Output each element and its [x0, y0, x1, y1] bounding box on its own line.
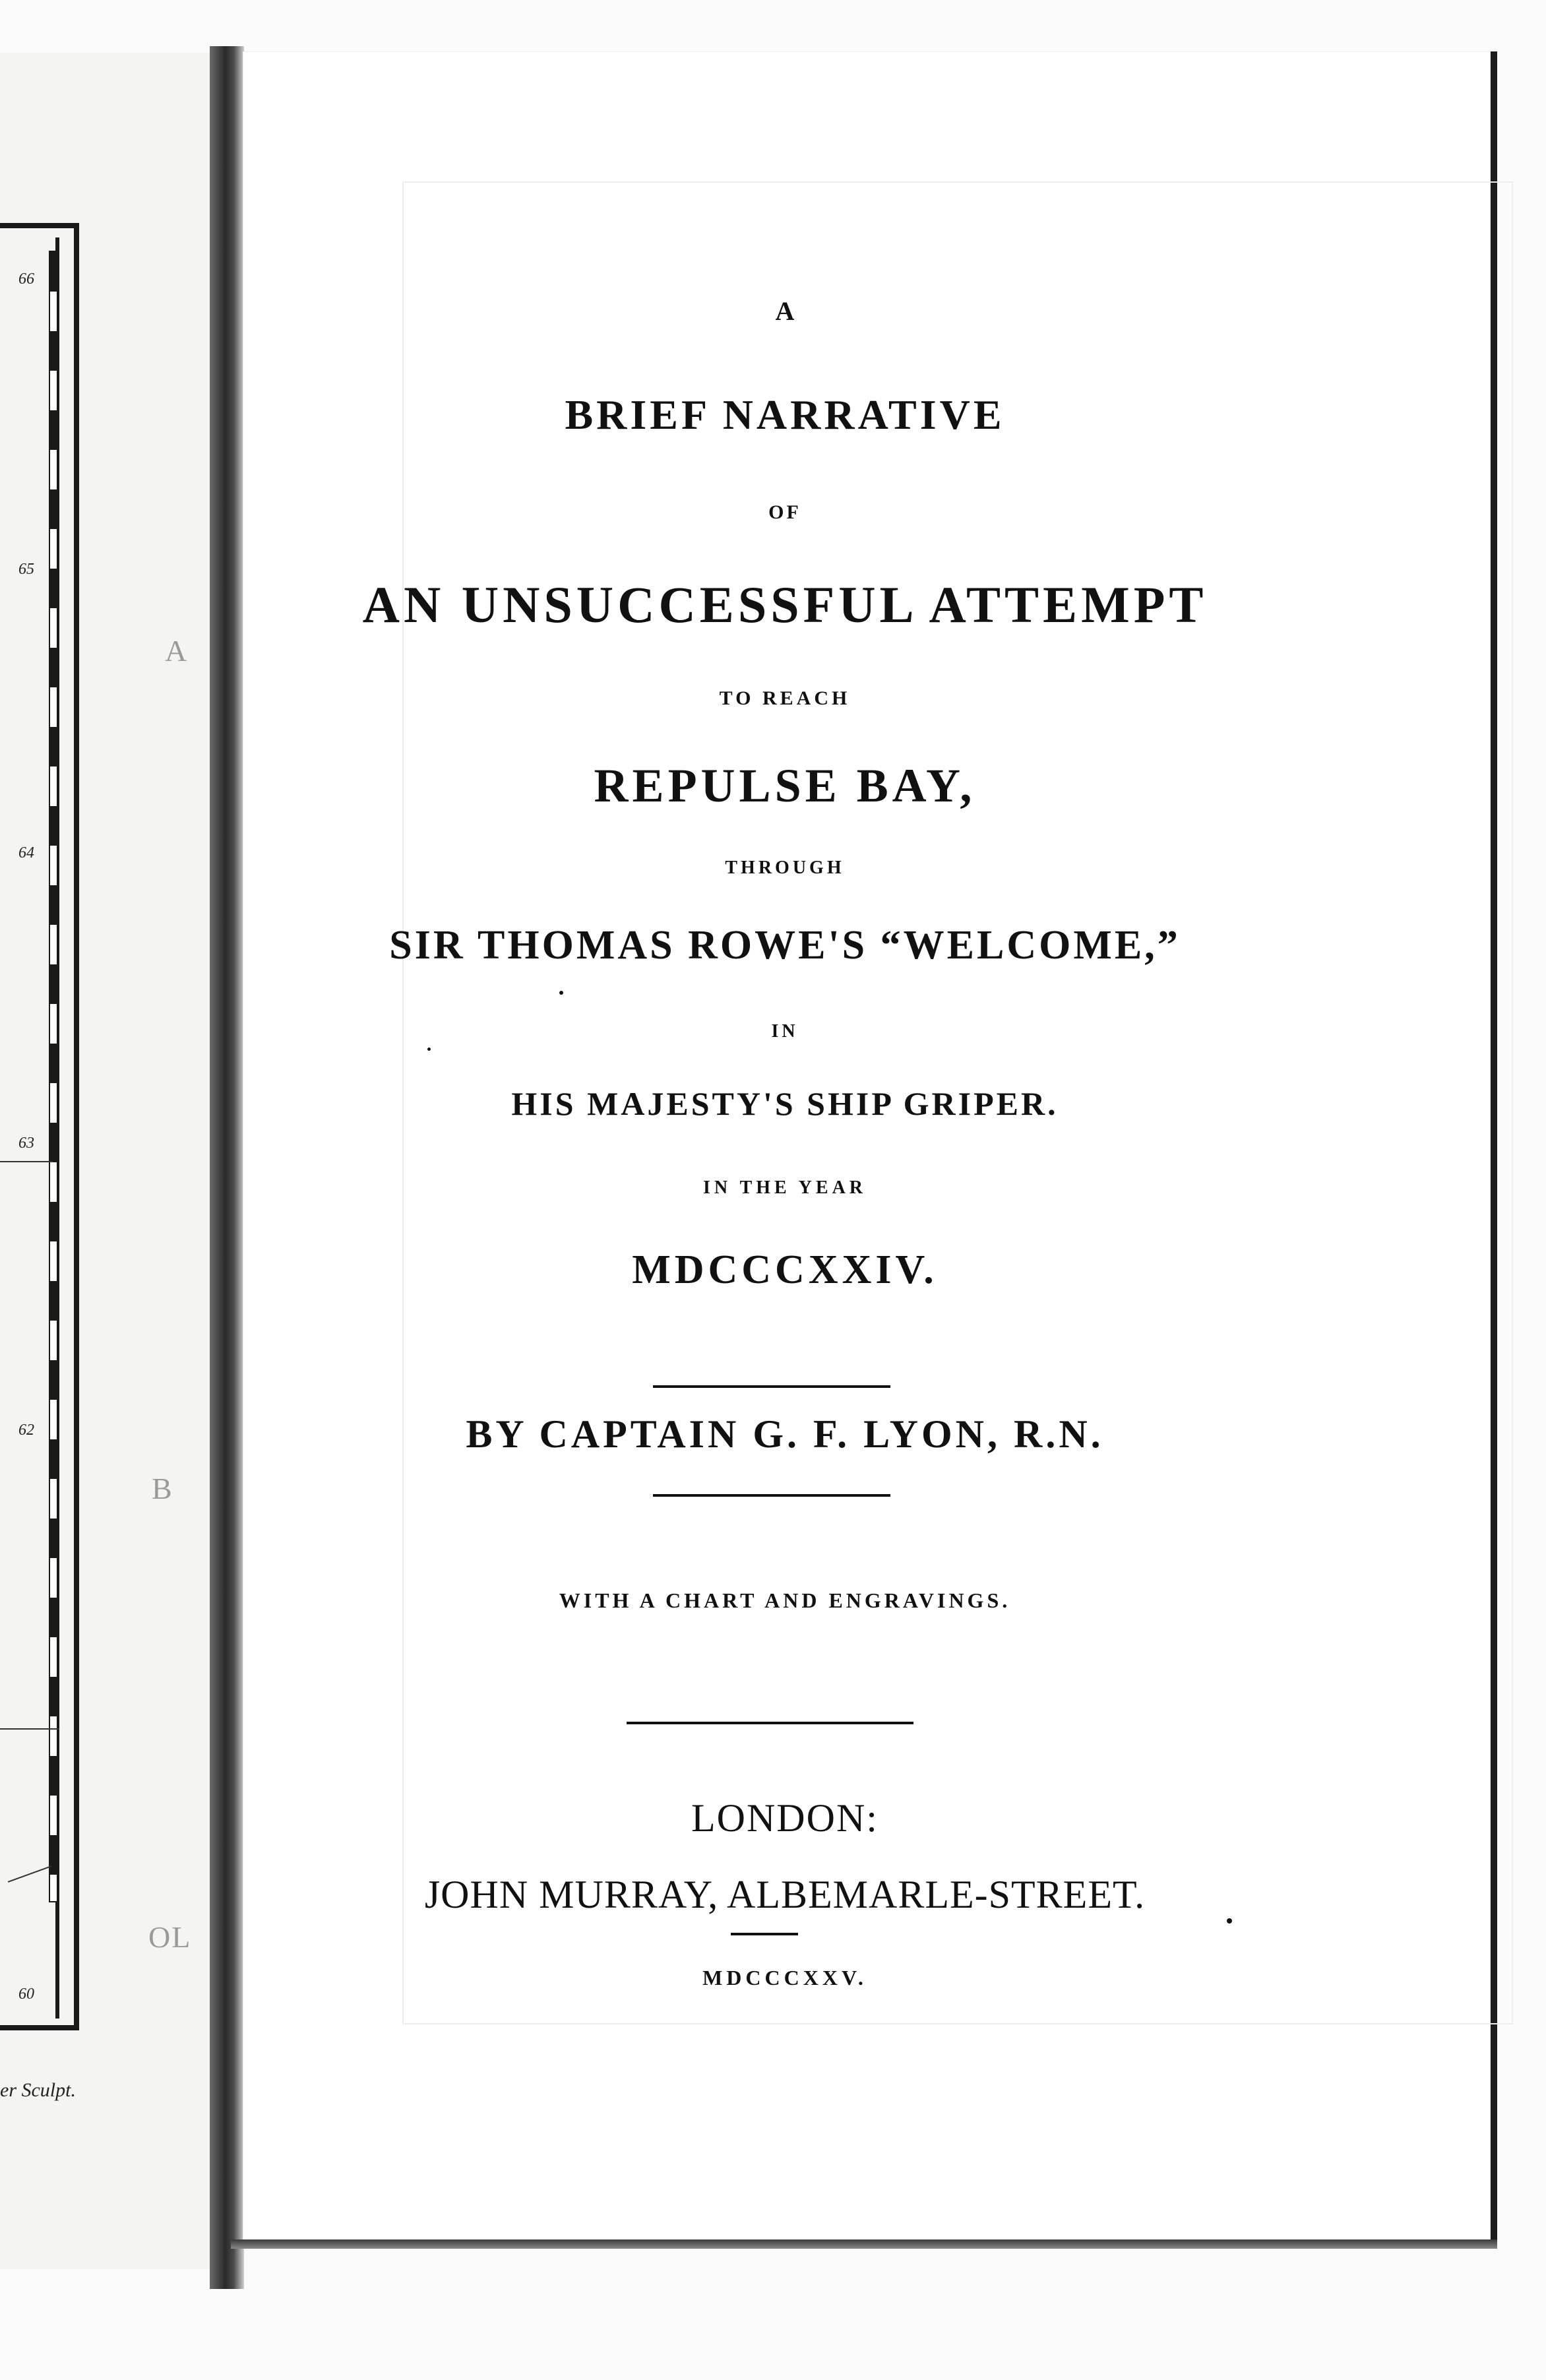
- map-latitude-mark: 64: [18, 844, 34, 861]
- map-latitude-mark: 66: [18, 270, 34, 288]
- title-main-line: AN UNSUCCESSFUL ATTEMPT: [362, 576, 1208, 633]
- publication-year: MDCCCXXV.: [702, 1966, 867, 1989]
- map-latitude-scale: [49, 251, 58, 1902]
- map-showthrough-text: A: [165, 634, 189, 668]
- imprint-city: LONDON:: [691, 1796, 879, 1840]
- title-in: IN: [771, 1021, 799, 1042]
- imprint-publisher: JOHN MURRAY, ALBEMARLE-STREET.: [424, 1873, 1146, 1916]
- divider-rule: [653, 1494, 890, 1497]
- illustrations-note: WITH A CHART AND ENGRAVINGS.: [559, 1588, 1011, 1612]
- map-latitude-mark: 63: [18, 1135, 34, 1152]
- engraver-credit: er Sculpt.: [0, 2079, 76, 2101]
- title-destination: REPULSE BAY,: [594, 759, 976, 812]
- map-showthrough-text: B: [152, 1472, 173, 1505]
- map-latitude-mark: 60: [18, 1986, 34, 2003]
- title-passage: SIR THOMAS ROWE'S “WELCOME,”: [389, 923, 1181, 968]
- map-latitude-mark: 62: [18, 1422, 34, 1439]
- title-article: A: [775, 296, 795, 326]
- map-border: [0, 223, 79, 2030]
- facing-map-plate: [0, 53, 219, 2269]
- title-of: OF: [768, 501, 801, 523]
- ink-speck: [559, 991, 563, 995]
- ink-speck: [1227, 1918, 1232, 1924]
- page-bottom-edge: [231, 2239, 1497, 2249]
- title-ship: HIS MAJESTY'S SHIP GRIPER.: [511, 1085, 1059, 1122]
- gutter-shadow: [210, 46, 244, 2289]
- title-to-reach: TO REACH: [719, 687, 851, 709]
- map-line: [0, 1728, 59, 1730]
- title-brief-narrative: BRIEF NARRATIVE: [565, 391, 1005, 438]
- map-latitude-mark: 65: [18, 561, 34, 578]
- map-line: [0, 1161, 53, 1162]
- author-line: BY CAPTAIN G. F. LYON, R.N.: [466, 1412, 1104, 1456]
- map-showthrough-text: OL: [148, 1920, 192, 1954]
- voyage-year: MDCCCXXIV.: [632, 1247, 938, 1292]
- title-through: THROUGH: [725, 858, 845, 878]
- divider-rule: [731, 1933, 798, 1935]
- divider-rule: [627, 1722, 913, 1724]
- divider-rule: [653, 1385, 890, 1388]
- title-in-the-year: IN THE YEAR: [702, 1177, 867, 1198]
- ink-speck: [427, 1048, 431, 1051]
